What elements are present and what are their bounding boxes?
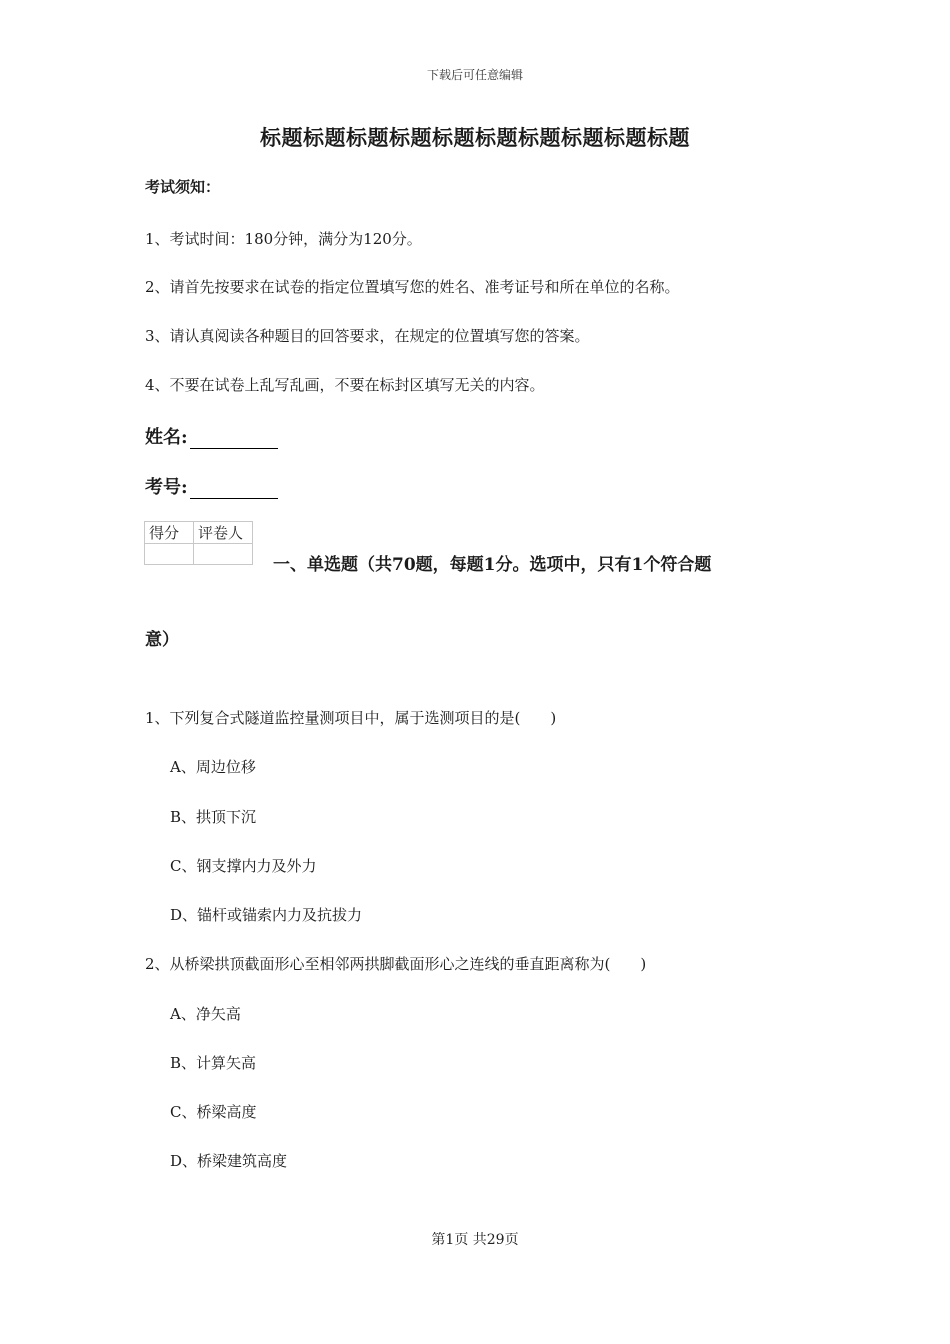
notice-rule-4: 4、不要在试卷上乱写乱画，不要在标封区填写无关的内容。: [145, 376, 545, 394]
score-table: [144, 521, 253, 565]
page-footer: 第1页 共29页: [431, 1232, 519, 1248]
notice-rule-1: 1、考试时间：180分钟，满分为120分。: [145, 230, 422, 248]
question-2-option-c: C、桥梁高度: [170, 1103, 257, 1121]
id-label: 考号:: [145, 477, 188, 498]
name-label: 姓名:: [145, 427, 188, 448]
grader-header: 评卷人: [194, 522, 253, 544]
id-field: [145, 473, 278, 499]
question-1-option-b: B、拱顶下沉: [170, 808, 257, 826]
grader-cell[interactable]: [194, 544, 253, 565]
name-field: [145, 423, 278, 449]
score-cell[interactable]: [145, 544, 194, 565]
question-1-option-a: A、周边位移: [170, 758, 256, 776]
id-blank[interactable]: [190, 480, 278, 499]
notice-heading: 考试须知：: [145, 178, 221, 196]
score-header: 得分: [145, 522, 194, 544]
section-title: 一、单选题（共70题，每题1分。选项中，只有1个符合题: [273, 555, 712, 575]
question-1-option-c: C、钢支撑内力及外力: [170, 857, 317, 875]
section-title-continued: 意）: [145, 630, 179, 650]
question-2-option-b: B、计算矢高: [170, 1054, 257, 1072]
name-blank[interactable]: [190, 430, 278, 449]
header-note: 下载后可任意编辑: [426, 68, 523, 82]
document-title: 标题标题标题标题标题标题标题标题标题标题: [260, 125, 690, 150]
notice-rule-2: 2、请首先按要求在试卷的指定位置填写您的姓名、准考证号和所在单位的名称。: [145, 278, 680, 296]
question-1-option-d: D、锚杆或锚索内力及抗拔力: [170, 906, 363, 924]
question-2-option-a: A、净矢高: [170, 1005, 241, 1023]
notice-rule-3: 3、请认真阅读各种题目的回答要求，在规定的位置填写您的答案。: [145, 327, 590, 345]
question-1: 1、下列复合式隧道监控量测项目中，属于选测项目的是( ): [145, 709, 557, 727]
question-2-option-d: D、桥梁建筑高度: [170, 1152, 288, 1170]
question-2: 2、从桥梁拱顶截面形心至相邻两拱脚截面形心之连线的垂直距离称为( ): [145, 955, 647, 973]
